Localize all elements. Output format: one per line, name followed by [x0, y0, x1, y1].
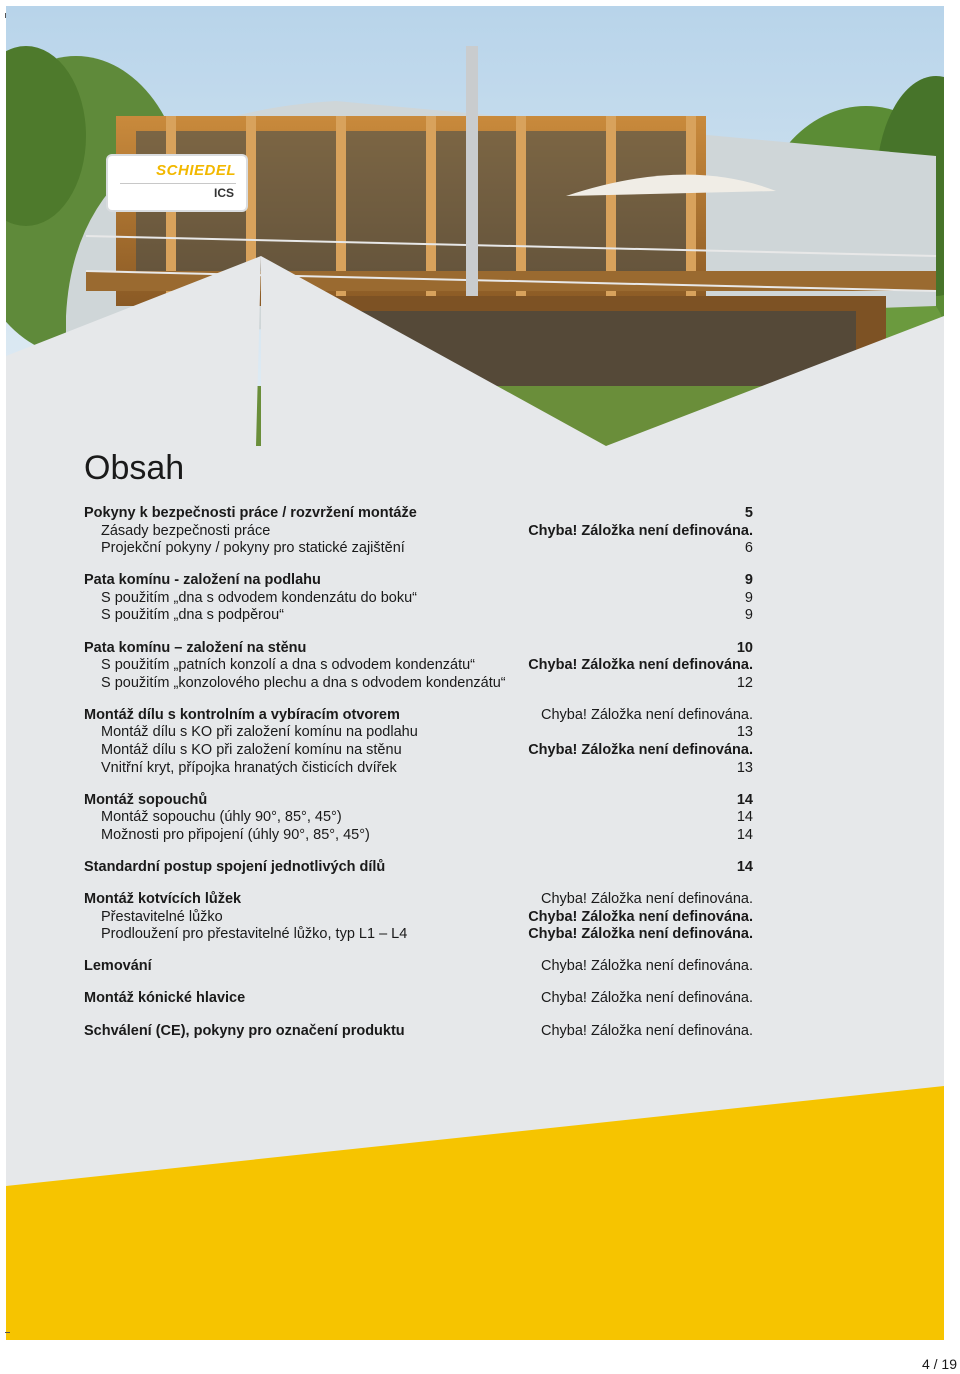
toc-entry-page: 14	[736, 826, 753, 843]
toc-entry-label: Montáž dílu s kontrolním a vybíracím otvorem	[84, 706, 400, 723]
toc-entry-label: S použitím „dna s odvodem kondenzátu do boku“	[101, 589, 417, 606]
toc-entry-page: Chyba! Záložka není definována.	[541, 1022, 753, 1039]
toc-section[interactable]	[84, 990, 753, 1008]
toc-entry-label: Montáž kotvících lůžek	[84, 891, 242, 908]
page-title: Obsah	[84, 449, 185, 487]
toc-entry-label: Projekční pokyny / pokyny pro statické zajištění	[101, 540, 405, 557]
toc-entry-label: S použitím „dna s podpěrou“	[101, 607, 284, 624]
toc-entry-label: S použitím „konzolového plechu a dna s odvodem kondenzátu“	[101, 674, 506, 691]
toc-entry-label: Lemování	[84, 958, 152, 975]
toc-subsection[interactable]	[84, 657, 753, 675]
toc-entry-label: Montáž dílu s KO při založení komínu na stěnu	[101, 742, 402, 759]
toc-subsection[interactable]	[84, 607, 753, 625]
toc-entry-page: Chyba! Záložka není definována.	[528, 742, 753, 759]
toc-subsection[interactable]	[84, 523, 753, 541]
toc-entry-label: Montáž dílu s KO při založení komínu na podlahu	[101, 724, 418, 741]
toc-entry-page: 6	[744, 540, 753, 557]
toc-subsection[interactable]	[84, 809, 753, 827]
toc-subsection[interactable]	[84, 926, 753, 944]
toc-spacer	[84, 877, 753, 892]
yellow-accent-band	[6, 1086, 944, 1340]
toc-subsection[interactable]	[84, 827, 753, 845]
cover-photo	[6, 6, 944, 446]
toc-entry-label: Vnitřní kryt, přípojka hranatých čisticích dvířek	[101, 759, 397, 776]
toc-entry-page: Chyba! Záložka není definována.	[541, 706, 753, 723]
toc-subsection[interactable]	[84, 590, 753, 608]
toc-spacer	[84, 1008, 753, 1023]
toc-section[interactable]	[84, 1023, 753, 1041]
toc-entry-page: 12	[736, 674, 753, 691]
toc-entry-page: 10	[736, 639, 753, 656]
toc-entry-label: S použitím „patních konzolí a dna s odvodem kondenzátu“	[101, 657, 475, 674]
toc-section[interactable]	[84, 707, 753, 725]
toc-entry-label: Přestavitelné lůžko	[101, 908, 223, 925]
toc-subsection[interactable]	[84, 540, 753, 558]
toc-entry-page: Chyba! Záložka není definována.	[528, 657, 753, 674]
toc-entry-page: 9	[744, 589, 753, 606]
toc-entry-page: 13	[736, 759, 753, 776]
logo-brand: SCHIEDEL	[156, 162, 236, 179]
toc-entry-page: 13	[736, 724, 753, 741]
toc-spacer	[84, 845, 753, 860]
toc-entry-label: Pokyny k bezpečnosti práce / rozvržení montáže	[84, 505, 417, 521]
toc-entry-page: Chyba! Záložka není definována.	[528, 926, 753, 943]
toc-entry-page: Chyba! Záložka není definována.	[528, 522, 753, 539]
toc-spacer	[84, 692, 753, 707]
toc-subsection[interactable]	[84, 742, 753, 760]
toc-entry-label: Pata komínu – založení na stěnu	[84, 639, 307, 656]
toc-section[interactable]	[84, 792, 753, 810]
toc-subsection[interactable]	[84, 724, 753, 742]
toc-entry-label: Pata komínu - založení na podlahu	[84, 572, 321, 589]
toc-subsection[interactable]	[84, 909, 753, 927]
toc-entry-page: 14	[736, 809, 753, 826]
toc-entry-label: Schválení (CE), pokyny pro označení produktu	[84, 1022, 405, 1039]
toc-entry-page: 14	[736, 859, 753, 875]
toc-entry-page: Chyba! Záložka není definována.	[541, 958, 753, 975]
toc-entry-page: 9	[744, 572, 753, 589]
toc-subsection[interactable]	[84, 760, 753, 778]
toc-entry-label: Prodloužení pro přestavitelné lůžko, typ L1 – L4	[101, 926, 408, 943]
toc-section[interactable]	[84, 859, 753, 877]
logo-product: ICS	[213, 186, 234, 200]
toc-entry-page: 9	[744, 607, 753, 624]
toc-section[interactable]	[84, 640, 753, 658]
toc-entry-label: Zásady bezpečnosti práce	[101, 522, 271, 539]
toc-spacer	[84, 625, 753, 640]
crop-mark	[5, 1332, 10, 1333]
toc-entry-label: Montáž sopouchu (úhly 90°, 85°, 45°)	[101, 809, 342, 826]
toc-entry-label: Možnosti pro připojení (úhly 90°, 85°, 45°)	[101, 826, 370, 843]
toc-spacer	[84, 777, 753, 792]
toc-entry-label: Standardní postup spojení jednotlivých dílů	[84, 859, 386, 875]
toc-entry-page: 14	[736, 791, 753, 808]
toc-entry-page: 5	[744, 505, 753, 521]
crop-mark	[5, 13, 6, 18]
toc-entry-label: Montáž kónické hlavice	[84, 990, 246, 1007]
toc-section[interactable]	[84, 572, 753, 590]
toc-section[interactable]	[84, 891, 753, 909]
toc-spacer	[84, 944, 753, 959]
schiedel-logo	[108, 156, 246, 210]
toc-entry-page: Chyba! Záložka není definována.	[541, 891, 753, 908]
table-of-contents	[84, 505, 753, 1040]
toc-spacer	[84, 976, 753, 991]
toc-entry-label: Montáž sopouchů	[84, 791, 208, 808]
toc-entry-page: Chyba! Záložka není definována.	[541, 990, 753, 1007]
toc-entry-page: Chyba! Záložka není definována.	[528, 908, 753, 925]
logo-divider	[120, 183, 236, 184]
toc-section[interactable]	[84, 958, 753, 976]
toc-section[interactable]	[84, 505, 753, 523]
toc-spacer	[84, 558, 753, 573]
toc-subsection[interactable]	[84, 675, 753, 693]
page-number: 4 / 19	[921, 1356, 957, 1372]
